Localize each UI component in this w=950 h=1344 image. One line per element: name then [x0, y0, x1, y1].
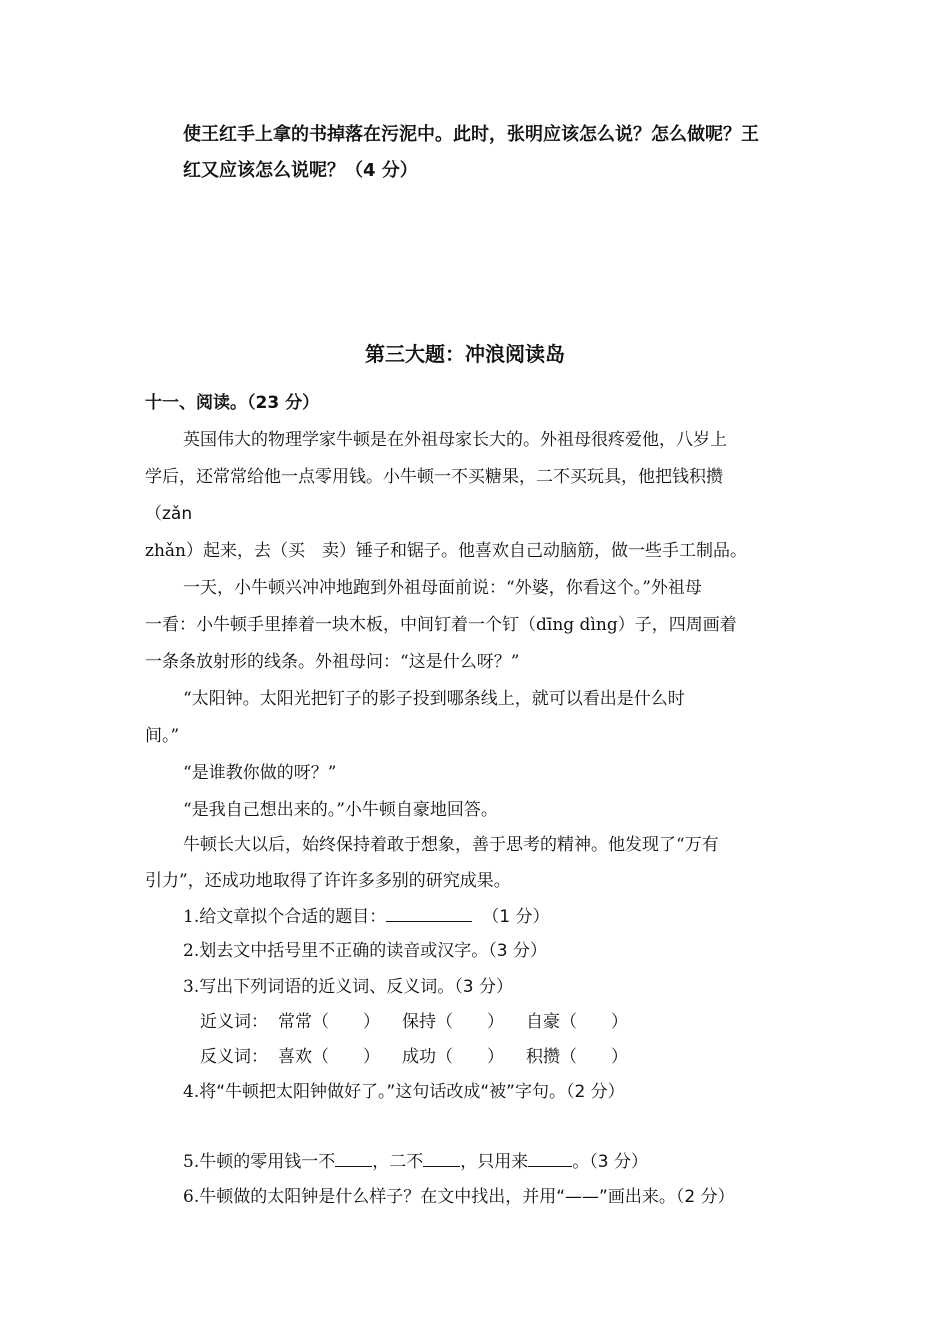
- passage-line: 一看：小牛顿手里捧着一块木板，中间钉着一个钉（dīng dìng）子，四周画着: [145, 615, 737, 635]
- question-5-text-c: ，只用来: [460, 1152, 529, 1172]
- question-2: [183, 936, 547, 961]
- title-answer-blank[interactable]: [386, 919, 472, 922]
- synonym-label: 近义词：: [200, 1012, 268, 1032]
- question-4: [183, 1077, 625, 1102]
- passage-line: zhǎn）起来，去（买 卖）锤子和锯子。他喜欢自己动脑筋，做一些手工制品。: [145, 541, 747, 561]
- passage-line: “是我自己想出来的。”小牛顿自豪地回答。: [183, 800, 498, 820]
- passage-line: 牛顿长大以后，始终保持着敢于想象，善于思考的精神。他发现了“万有: [183, 835, 719, 855]
- question-5: [183, 1147, 648, 1172]
- question-5-text-d: 。（3 分）: [572, 1152, 648, 1172]
- section-title: 第三大题：冲浪阅读岛: [365, 342, 565, 366]
- antonym-label: 反义词：: [200, 1047, 268, 1067]
- question-1-number: 1.: [183, 907, 200, 927]
- synonym-item-1[interactable]: 常常（ ）: [278, 1012, 380, 1032]
- answer-blank-3[interactable]: [528, 1164, 572, 1167]
- synonym-item-2[interactable]: 保持（ ）: [402, 1012, 504, 1032]
- synonym-item-3[interactable]: 自豪（ ）: [526, 1012, 628, 1032]
- question-5-text-a: 牛顿的零用钱一不: [199, 1152, 336, 1172]
- antonym-item-3[interactable]: 积攒（ ）: [526, 1047, 628, 1067]
- question-3: [183, 972, 513, 997]
- answer-blank-1[interactable]: [335, 1164, 372, 1167]
- question-heading: 十一、阅读。（23 分）: [145, 393, 320, 413]
- question-3-text: 写出下列词语的近义词、反义词。（3 分）: [199, 977, 513, 997]
- passage-line: （zǎn: [145, 504, 193, 524]
- passage-line: “太阳钟。太阳光把钉子的影子投到哪条线上，就可以看出是什么时: [183, 689, 685, 709]
- question-2-number: 2.: [183, 941, 200, 961]
- passage-line: 引力”，还成功地取得了许许多多别的研究成果。: [145, 871, 511, 891]
- top-text-line-2: 红又应该怎么说呢？（4 分）: [183, 160, 418, 181]
- question-3-number: 3.: [183, 977, 200, 997]
- question-1: [183, 902, 549, 927]
- question-6-text: 牛顿做的太阳钟是什么样子？在文中找出，并用“——”画出来。（2 分）: [199, 1187, 735, 1207]
- passage-line: 英国伟大的物理学家牛顿是在外祖母家长大的。外祖母很疼爱他，八岁上: [183, 430, 727, 450]
- top-text-line-1: 使王红手上拿的书掉落在污泥中。此时，张明应该怎么说？怎么做呢？王: [183, 124, 759, 145]
- antonym-item-1[interactable]: 喜欢（ ）: [278, 1047, 380, 1067]
- question-2-text: 划去文中括号里不正确的读音或汉字。（3 分）: [199, 941, 547, 961]
- question-1-text: 给文章拟个合适的题目：: [199, 907, 387, 927]
- question-6-number: 6.: [183, 1187, 200, 1207]
- passage-line: “是谁教你做的呀？”: [183, 763, 337, 783]
- answer-blank-2[interactable]: [423, 1164, 460, 1167]
- question-4-text: 将“牛顿把太阳钟做好了。”这句话改成“被”字句。（2 分）: [199, 1082, 625, 1102]
- question-1-score: （1 分）: [482, 907, 550, 927]
- passage-line: 一天，小牛顿兴冲冲地跑到外祖母面前说：“外婆，你看这个。”外祖母: [183, 578, 702, 598]
- passage-line: 学后，还常常给他一点零用钱。小牛顿一不买糖果，二不买玩具，他把钱积攒: [145, 467, 723, 487]
- question-4-number: 4.: [183, 1082, 200, 1102]
- question-6: [183, 1182, 735, 1207]
- antonym-item-2[interactable]: 成功（ ）: [402, 1047, 504, 1067]
- passage-line: 一条条放射形的线条。外祖母问：“这是什么呀？”: [145, 652, 520, 672]
- passage-line: 间。”: [145, 726, 180, 746]
- question-5-number: 5.: [183, 1152, 200, 1172]
- question-5-text-b: ，二不: [372, 1152, 424, 1172]
